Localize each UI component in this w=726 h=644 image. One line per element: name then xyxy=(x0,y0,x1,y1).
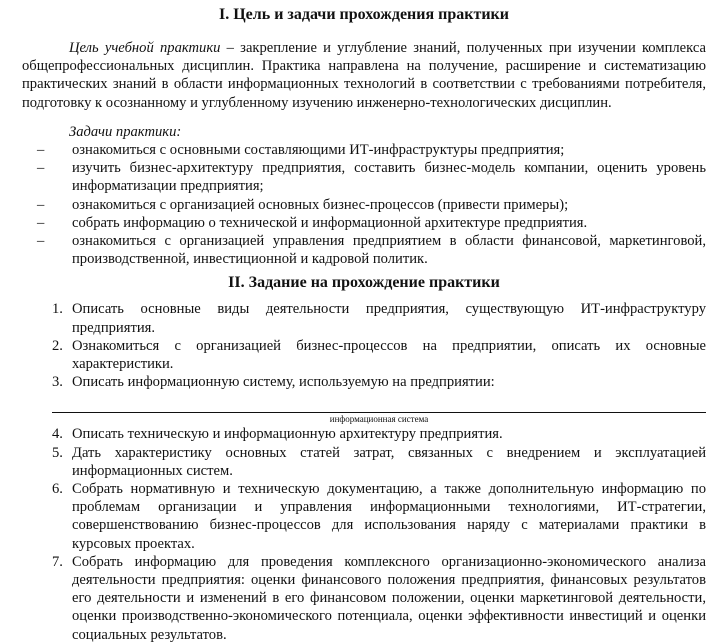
item-number: 4. xyxy=(52,426,63,443)
fill-in-caption: информационная система xyxy=(329,414,429,425)
list-item xyxy=(22,444,706,480)
dash-bullet: – xyxy=(37,160,45,177)
item-number: 2. xyxy=(52,337,63,354)
fill-in-line[interactable] xyxy=(52,391,706,413)
item-number: 6. xyxy=(52,481,63,498)
list-item xyxy=(22,553,706,644)
item-number: 1. xyxy=(52,301,63,318)
item-text: Описать техническую и информационную архитектуру предприятия. xyxy=(72,426,503,443)
list-item xyxy=(22,480,706,553)
task-text: ознакомиться с основными составляющими ИТ-инфраструктуры предприятия; xyxy=(72,142,565,159)
dash-bullet: – xyxy=(37,196,45,213)
assignment-list-b xyxy=(22,425,706,643)
section-1-title: I. Цель и задачи прохождения практики xyxy=(218,6,509,23)
item-number: 3. xyxy=(52,374,63,391)
item-text: Описать основные виды деятельности предприятия, существующую ИТ-инфраструктуру предприятия. xyxy=(72,301,706,336)
dash-bullet: – xyxy=(37,214,45,231)
dash-bullet: – xyxy=(37,233,45,250)
item-text: Ознакомиться с организацией бизнес-процессов на предприятии, описать их основные характеристики. xyxy=(72,337,706,373)
goal-text: – закрепление и углубление знаний, полученных при изучении комплекса общепрофессиональных дисциплин. Практика направлена на получение, расширение и систематизацию практических знаний в области информационных технологий в соответствии с требованиями потребителя, подготовку к осознанному и углубленному изучению инженерно-технологических дисциплин. xyxy=(22,40,706,111)
list-item xyxy=(22,337,706,373)
goal-paragraph xyxy=(22,39,706,112)
item-number: 7. xyxy=(52,553,63,570)
item-text: Собрать нормативную и техническую документацию, а также дополнительную информацию по проблемам организации и управления информационными технологиями, ИТ-стратегии, совершенствованию бизнес-процессов для использования наряду с материалами практики в курсовых проектах. xyxy=(72,481,706,552)
list-item xyxy=(22,425,706,443)
item-number: 5. xyxy=(52,444,63,461)
task-text: ознакомиться с организацией управления предприятием в области финансовой, маркетинговой, производственной, инвестиционной и кадровой политик. xyxy=(72,233,706,268)
item-text: Собрать информацию для проведения комплексного организационно-экономического анализа деятельности предприятия: оценки финансового положения предприятия, финансовых результатов его деятельности и изменений в его финансовом положении, оценки маркетинговой деятельности, оценки производственно-экономического потенциала, оценки эффективности инвестиций и оценки социальных результатов. xyxy=(72,553,706,643)
list-item xyxy=(22,232,706,268)
item-text: Описать информационную систему, используемую на предприятии: xyxy=(72,374,495,391)
list-item xyxy=(22,373,706,391)
list-item xyxy=(22,196,706,214)
assignment-list-a xyxy=(22,300,706,391)
task-text: изучить бизнес-архитектуру предприятия, составить бизнес-модель компании, оценить уровень информатизации предприятия; xyxy=(72,160,706,195)
task-text: собрать информацию о технической и информационной архитектуре предприятия. xyxy=(72,214,588,231)
task-text: ознакомиться с организацией основных бизнес-процессов (привести примеры); xyxy=(72,196,569,213)
list-item xyxy=(22,141,706,159)
list-item xyxy=(22,214,706,232)
item-text: Дать характеристику основных статей затрат, связанных с внедрением и эксплуатацией информационных систем. xyxy=(72,444,706,479)
list-item xyxy=(22,159,706,195)
tasks-label: Задачи практики: xyxy=(69,123,182,140)
goal-label: Цель учебной практики xyxy=(69,40,221,56)
dash-bullet: – xyxy=(37,142,45,159)
section-2-title: II. Задание на прохождение практики xyxy=(228,274,500,292)
tasks-list xyxy=(22,141,706,268)
list-item xyxy=(22,300,706,336)
